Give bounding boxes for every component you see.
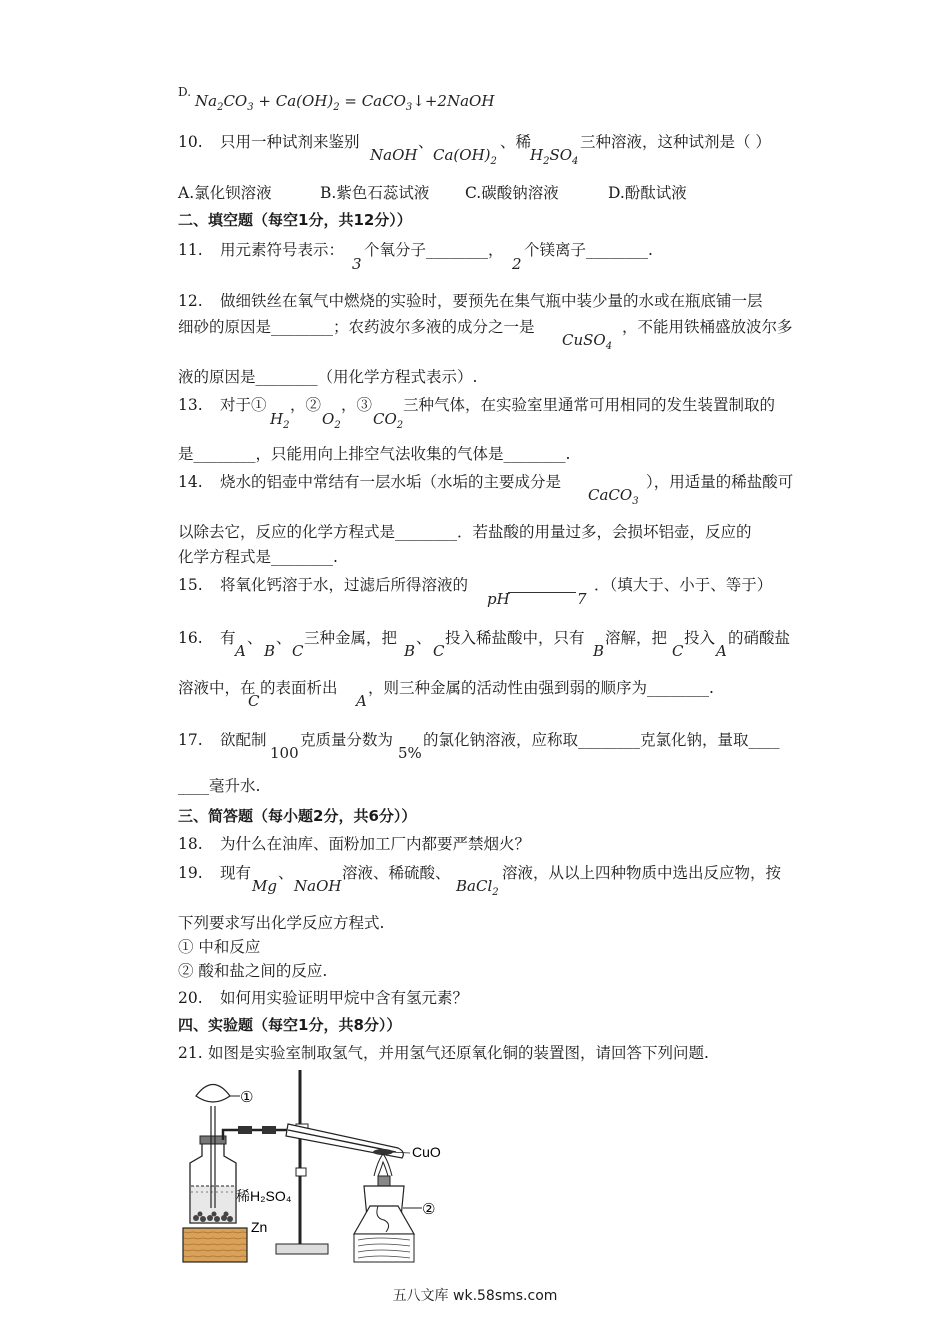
- q13-formula-h2: $H_2$: [270, 410, 290, 431]
- delivery-tube: [223, 1130, 288, 1140]
- q19-formula-mg: Mg: [252, 877, 277, 895]
- label-acid: 稀H₂SO₄: [236, 1188, 292, 1204]
- q16-var-a-2: A: [716, 642, 727, 660]
- q14-text-a: 烧水的铝壶中常结有一层水垢（水垢的主要成分是: [220, 473, 562, 491]
- q16-var-b-3: B: [593, 642, 605, 660]
- q16-text-a: 有: [220, 629, 236, 647]
- q14-formula-caco3: CaCO$_3$: [588, 486, 639, 507]
- q10-text-1: 只用一种试剂来鉴别: [220, 133, 360, 151]
- q13-text-c: ，③: [341, 396, 373, 414]
- q12-line-2: 细砂的原因是________；农药波尔多液的成分之一是: [178, 318, 535, 336]
- q11-number: 11.: [178, 241, 203, 259]
- q11-math-3: 3: [352, 255, 362, 273]
- q21-number: 21.: [178, 1044, 203, 1062]
- q10-sep-2: 、稀: [500, 133, 532, 151]
- q16-text-h: 投入: [684, 629, 716, 647]
- q19-item-2: ② 酸和盐之间的反应.: [178, 962, 328, 980]
- q16-var-c-3: C: [672, 642, 684, 660]
- q17-line-2: ____毫升水.: [178, 777, 261, 795]
- q10-option-b: B.紫色石蕊试液: [320, 184, 430, 202]
- q9-option-d-label: D.: [178, 85, 192, 99]
- q19-formula-naoh: NaOH: [294, 877, 342, 895]
- q10-sep-1: 、: [418, 133, 434, 151]
- q17-text-1: 欲配制: [220, 731, 267, 749]
- q15-blank-line: [508, 592, 576, 593]
- q12-number: 12.: [178, 292, 203, 310]
- q19-number: 19.: [178, 864, 203, 882]
- q21-text: 如图是实验室制取氢气，并用氢气还原氧化铜的装置图，请回答下列问题.: [208, 1044, 709, 1062]
- q17-line-1: [178, 730, 267, 750]
- q13-text-a: 对于①: [220, 396, 267, 414]
- q16-text-b: 、: [247, 629, 263, 647]
- q16-var-b-2: B: [404, 642, 416, 660]
- q17-text-2: 克质量分数为: [300, 731, 394, 749]
- flame: [374, 1154, 392, 1176]
- q19-item-1: ① 中和反应: [178, 938, 261, 956]
- q14-line-1: [178, 472, 561, 492]
- q20-line: [178, 988, 468, 1008]
- q11-text-2: 个氧分子________，: [364, 241, 504, 259]
- q10-option-d: D.酚酞试液: [608, 184, 687, 202]
- q16-line-1: [178, 628, 236, 648]
- label-funnel: ①: [240, 1089, 254, 1106]
- q17-math-100: 100: [270, 744, 299, 762]
- q14-number: 14.: [178, 473, 203, 491]
- q16-text-f: 投入稀盐酸中，只有: [445, 629, 585, 647]
- q18-line: [178, 834, 530, 854]
- label-cuo: CuO: [412, 1144, 441, 1160]
- q13-formula-o2: $O_2$: [322, 410, 341, 431]
- q15-math-ph: pH: [487, 590, 510, 608]
- q17-math-5pct: 5%: [398, 744, 422, 762]
- q10-formula-h2so4: $H_2SO_4$: [530, 146, 579, 167]
- funnel: [196, 1085, 230, 1103]
- stand-base: [276, 1244, 328, 1254]
- q17-number: 17.: [178, 731, 203, 749]
- q16-var-a-3: A: [356, 692, 367, 710]
- q20-number: 20.: [178, 989, 203, 1007]
- q10-line: [178, 132, 360, 152]
- q17-text-3: 的氯化钠溶液，应称取________克氯化钠，量取____: [423, 731, 780, 749]
- footer-watermark: 五八文库 wk.58sms.com: [392, 1288, 558, 1304]
- q16-text-g: 溶解，把: [605, 629, 668, 647]
- q14-line-2: 以除去它，反应的化学方程式是________．若盐酸的用量过多，会损坏铝壶，反应的: [178, 523, 752, 541]
- q11-math-2: 2: [512, 255, 522, 273]
- q19-formula-bacl2: BaCl$_2$: [456, 877, 499, 898]
- q10-formula-caoh2: $Ca(OH)_2$: [433, 146, 497, 167]
- q10-formula-naoh: NaOH: [370, 146, 418, 164]
- q13-text-d: 三种气体，在实验室里通常可用相同的发生装置制取的: [403, 396, 776, 414]
- q13-formula-co2: $CO_2$: [373, 410, 404, 431]
- q14-text-b: ），用适量的稀盐酸可: [646, 473, 794, 491]
- q12-text-1: 做细铁丝在氧气中燃烧的实验时，要预先在集气瓶中装少量的水或在瓶底铺一层: [220, 292, 763, 310]
- q13-line-1: [178, 395, 267, 415]
- q9-option-d-formula: $Na_2CO_3 + Ca(OH)_2$ = CaCO$_3$↓+2NaOH: [195, 92, 495, 113]
- q10-number: 10.: [178, 133, 203, 151]
- q16-var-c-2: C: [433, 642, 445, 660]
- q16-line-2b: 的表面析出: [260, 679, 338, 697]
- q16-text-i: 的硝酸盐: [728, 629, 791, 647]
- label-zn: Zn: [251, 1219, 268, 1235]
- q12-line-3: 液的原因是________（用化学方程式表示）.: [178, 368, 478, 386]
- q16-line-2a: 溶液中，在: [178, 679, 256, 697]
- wood-block-left: [183, 1228, 247, 1262]
- apparatus-figure: [178, 1068, 458, 1263]
- q11-line: [178, 240, 344, 260]
- q16-text-e: 、: [416, 629, 432, 647]
- q16-var-b-1: B: [264, 642, 276, 660]
- q16-line-2c: ，则三种金属的活动性由强到弱的顺序为________.: [368, 679, 714, 697]
- q13-text-b: ，②: [290, 396, 322, 414]
- q16-text-c: 、: [276, 629, 292, 647]
- label-lamp: ②: [422, 1201, 436, 1218]
- q15-math-7: 7: [577, 590, 587, 608]
- q15-text-2: ．（填大于、小于、等于）: [594, 576, 773, 594]
- q18-text: 为什么在油库、面粉加工厂内都要严禁烟火？: [220, 835, 531, 853]
- q19-line-1: [178, 863, 251, 883]
- q10-text-2: 三种溶液，这种试剂是（ ）: [580, 133, 771, 151]
- q16-var-c-4: C: [248, 692, 260, 710]
- q15-text-1: 将氧化钙溶于水，过滤后所得溶液的: [220, 576, 469, 594]
- section-2-heading: 二、填空题（每空1分，共12分））: [178, 211, 412, 229]
- q19-text-1: 现有: [220, 864, 252, 882]
- q12-text-2b: ，不能用铁桶盛放波尔多: [622, 318, 793, 336]
- q11-text-3: 个镁离子________.: [524, 241, 653, 259]
- q19-line-2: 下列要求写出化学反应方程式.: [178, 914, 385, 932]
- q16-text-d: 三种金属，把: [304, 629, 398, 647]
- section-3-heading: 三、简答题（每小题2分，共6分））: [178, 807, 417, 825]
- q21-line: [178, 1043, 709, 1063]
- q16-number: 16.: [178, 629, 203, 647]
- q15-number: 15.: [178, 576, 203, 594]
- section-4-heading: 四、实验题（每空1分，共8分））: [178, 1016, 402, 1034]
- q20-text: 如何用实验证明甲烷中含有氢元素？: [220, 989, 469, 1007]
- q11-text-1: 用元素符号表示：: [220, 241, 345, 259]
- q10-option-c: C.碳酸钠溶液: [465, 184, 559, 202]
- q15-line: [178, 575, 468, 595]
- q19-text-3: 溶液、稀硫酸、: [342, 864, 451, 882]
- q12-formula-cuso4: CuSO$_4$: [562, 331, 613, 352]
- q16-var-c-1: C: [292, 642, 304, 660]
- q12-line-1: [178, 291, 763, 311]
- q13-line-2: 是________，只能用向上排空气法收集的气体是________.: [178, 445, 571, 463]
- q13-number: 13.: [178, 396, 203, 414]
- q10-option-a: A.氯化钡溶液: [178, 184, 272, 202]
- q18-number: 18.: [178, 835, 203, 853]
- q14-line-3: 化学方程式是________.: [178, 548, 338, 566]
- q16-var-a-1: A: [235, 642, 246, 660]
- q19-text-2: 、: [278, 864, 294, 882]
- q19-text-4: 溶液，从以上四种物质中选出反应物，按: [502, 864, 782, 882]
